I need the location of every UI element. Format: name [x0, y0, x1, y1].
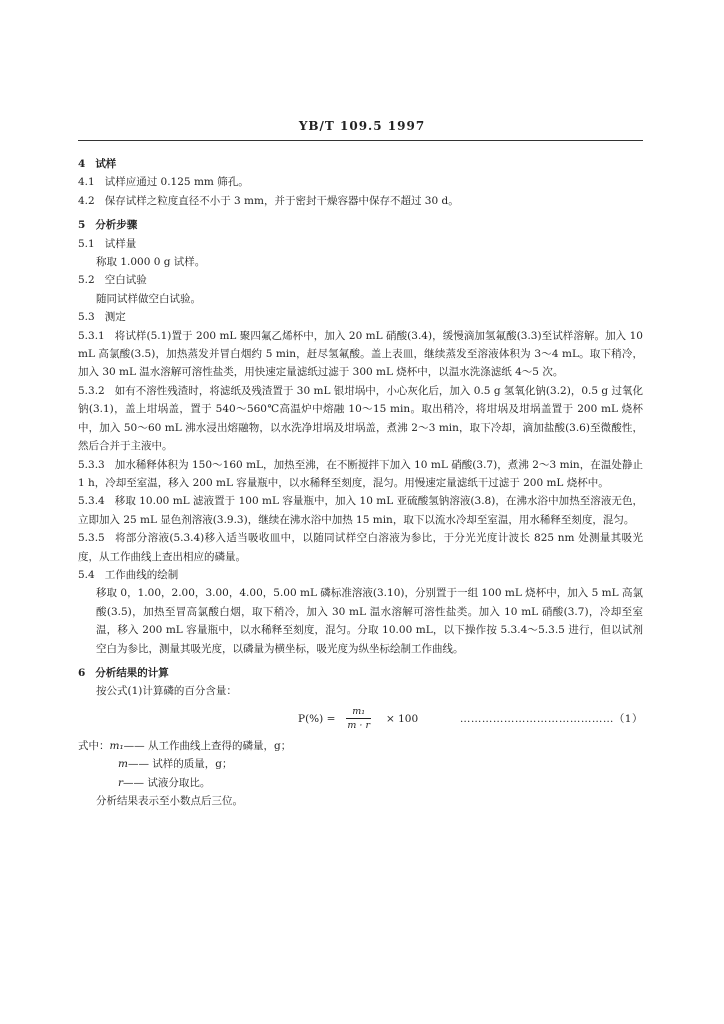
section-title: 分析步骤	[95, 219, 138, 232]
result-precision-note: 分析结果表示至小数点后三位。	[96, 795, 243, 807]
section-title: 试样	[95, 158, 117, 170]
clause-5-2-heading	[78, 271, 643, 289]
clause-title: 工作曲线的绘制	[104, 568, 179, 581]
phosphorus-formula	[78, 704, 643, 734]
section-title: 分析结果的计算	[95, 666, 169, 679]
clause-5-4-heading	[78, 566, 643, 584]
clause-5-3-heading	[78, 308, 643, 326]
clause-text: 保存试样之粒度直径不小于 3 mm，并于密封干燥容器中保存不超过 30 d。	[104, 194, 459, 207]
clause-title: 试样量	[104, 237, 137, 250]
definition-row	[78, 737, 643, 755]
definition-row	[78, 755, 643, 773]
clause-number: 5.4	[78, 568, 95, 581]
clause-number: 5.1	[78, 237, 95, 250]
section-5-heading	[78, 216, 643, 234]
clause-number: 5.2	[78, 274, 95, 287]
formula-fraction	[341, 705, 376, 732]
clause-text: 如有不溶性残渣时，将滤纸及残渣置于 30 mL 银坩埚中，小心灰化后，加入 0.5 g 氢氧化钠(3.2)，0.5 g 过氧化钠(3.1)，盖上坩埚盖，置于 540～560℃高温炉中熔融 10～15 min。取出稍冷，将坩埚及坩埚盖置于 200 mL 烧杯中，加入 50～60 mL 沸水浸出熔融物，以水洗净坩埚及坩埚盖，煮沸 2～3 min，取下冷却，滴加盐酸(3.6)至微酸性，然后合并于主液中。	[78, 384, 643, 453]
clause-5-4-text: 移取 0，1.00，2.00，3.00，4.00，5.00 mL 磷标准溶液(3.10)，分别置于一组 100 mL 烧杯中，加入 5 mL 高氯酸(3.5)，加热至冒高氯酸白烟，取下稍冷，加入 30 mL 温水溶解可溶性盐类。加入 10 mL 硝酸(3.7)，冷却至室温，移入 200 mL 容量瓶中，以水稀释至刻度，混匀。分取 10.00 mL，以下操作按 5.3.4～5.3.5 进行，但以试剂空白为参比，测量其吸光度，以磷量为横坐标，吸光度为纵坐标绘制工作曲线。	[96, 587, 643, 655]
definition-prefix: 式中：	[78, 739, 110, 752]
formula-denominator: m · r	[347, 720, 370, 732]
clause-5-1-heading	[78, 235, 643, 253]
clause-text: 加水稀释体积为 150～160 mL，加热至沸，在不断搅拌下加入 10 mL 硝酸(3.7)，煮沸 2～3 min，在温处静止 1 h，冷却至室温，移入 200 mL 容量瓶中，以水稀释至刻度，混匀。用慢速定量滤纸干过滤于 200 mL 烧杯中。	[78, 458, 643, 489]
clause-title: 空白试验	[104, 274, 147, 287]
clause-number: 5.3.2	[78, 384, 105, 397]
section-number: 4	[78, 158, 86, 170]
definition-text: —— 试液分取比。	[123, 776, 211, 789]
definition-row	[78, 774, 643, 792]
definition-text: —— 从工作曲线上查得的磷量，g；	[123, 739, 292, 752]
clause-text: 移取 10.00 mL 滤液置于 100 mL 容量瓶中，加入 10 mL 亚硫酸氢钠溶液(3.8)，在沸水浴中加热至溶液无色，立即加入 25 mL 显色剂溶液(3.9.3)，继续在沸水浴中加热 15 min，取下以流水冷却至室温，用水稀释至刻度，混匀。	[78, 495, 643, 526]
section-4-heading	[78, 155, 643, 173]
section-number: 6	[78, 666, 86, 679]
clause-number: 5.3.5	[78, 532, 105, 545]
formula-equation-number: ……………………………………（1）	[459, 712, 643, 725]
formula-numerator: m₁	[346, 705, 371, 719]
clause-5-3-5	[78, 529, 643, 566]
definition-symbol: m₁	[109, 739, 124, 752]
clause-5-3-3	[78, 456, 643, 493]
clause-number: 5.3.1	[78, 329, 105, 342]
clause-title: 测定	[104, 311, 126, 324]
standard-code-header: YB/T 109.5 1997	[298, 119, 426, 133]
clause-text: 将部分溶液(5.3.4)移入适当吸收皿中，以随同试样空白溶液为参比，于分光光度计波长 825 nm 处测量其吸光度，从工作曲线上查出相应的磷量。	[78, 532, 643, 563]
clause-number: 5.3	[78, 311, 95, 324]
section-number: 5	[78, 219, 86, 232]
clause-5-2-text: 随同试样做空白试验。	[96, 292, 201, 305]
clause-5-1-text: 称取 1.000 0 g 试样。	[96, 256, 206, 269]
clause-5-3-2	[78, 382, 643, 456]
clause-4-1	[78, 173, 643, 191]
definition-symbol: r	[118, 776, 124, 789]
formula-lhs: P(%) =	[298, 712, 336, 725]
clause-text: 试样应通过 0.125 mm 筛孔。	[104, 176, 249, 189]
clause-number: 4.1	[78, 176, 95, 189]
section-6-heading	[78, 664, 643, 682]
definition-symbol: m	[118, 758, 128, 771]
symbol-definitions	[78, 737, 643, 792]
definition-text: —— 试样的质量，g；	[127, 758, 233, 771]
clause-number: 5.3.4	[78, 495, 105, 508]
calculation-intro: 按公式(1)计算磷的百分含量：	[96, 685, 237, 698]
formula-multiplier: × 100	[385, 712, 419, 725]
clause-number: 4.2	[78, 194, 95, 207]
clause-4-2	[78, 192, 643, 210]
clause-number: 5.3.3	[78, 458, 105, 471]
clause-5-3-4	[78, 492, 643, 529]
clause-text: 将试样(5.1)置于 200 mL 聚四氟乙烯杯中，加入 20 mL 硝酸(3.4)，缓慢滴加氢氟酸(3.3)至试样溶解。加入 10 mL 高氯酸(3.5)，加热蒸发并冒白烟约 5 min，赶尽氢氟酸。盖上表皿，继续蒸发至溶液体积为 3～4 mL。取下稍冷，加入 30 mL 温水溶解可溶性盐类，用快速定量滤纸过滤于 300 mL 烧杯中，以温水洗涤滤纸 4～5 次。	[78, 329, 643, 379]
document-body	[78, 155, 643, 810]
clause-5-3-1	[78, 327, 643, 382]
header-rule	[78, 140, 643, 141]
